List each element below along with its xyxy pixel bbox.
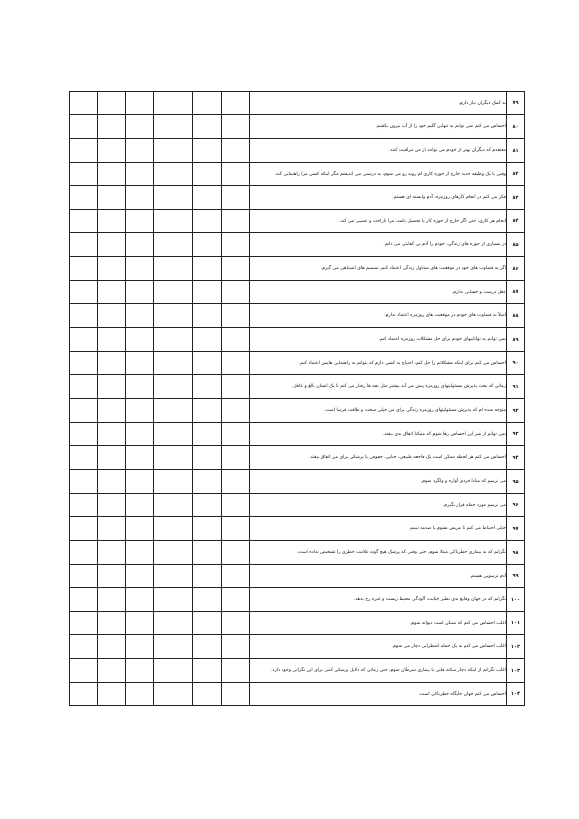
answer-cell[interactable]	[70, 115, 98, 139]
question-text: اگر به قضاوت های خود در موقعیت های متداول زندگی اعتماد کنم، تصمیم های اشتباهی می گیرم.	[250, 257, 507, 281]
answer-cell[interactable]	[222, 139, 250, 163]
question-text: می ترسم که مبادا فردی آواره و ولگرد شوم.	[250, 470, 507, 494]
answer-cell[interactable]	[154, 659, 193, 683]
answer-cell[interactable]	[98, 233, 126, 257]
answer-cell[interactable]	[222, 470, 250, 494]
answer-cell[interactable]	[193, 470, 222, 494]
question-text: احساس می کنم جهان جایگاه خطرناکی است.	[250, 683, 507, 706]
answer-cell[interactable]	[154, 163, 193, 186]
answer-cell[interactable]	[222, 399, 250, 423]
questionnaire-body	[70, 92, 525, 706]
answer-cell[interactable]	[98, 210, 126, 233]
question-number: ۷۹	[507, 92, 525, 115]
answer-cell[interactable]	[222, 683, 250, 706]
answer-cell[interactable]	[154, 186, 193, 210]
answer-cell[interactable]	[70, 92, 98, 115]
answer-cell[interactable]	[126, 635, 154, 659]
answer-cell[interactable]	[154, 139, 193, 163]
question-number: ۹۴	[507, 446, 525, 470]
answer-cell[interactable]	[126, 446, 154, 470]
answer-cell[interactable]	[126, 281, 154, 304]
answer-cell[interactable]	[222, 186, 250, 210]
answer-cell[interactable]	[70, 375, 98, 399]
answer-cell[interactable]	[70, 233, 98, 257]
answer-cell[interactable]	[193, 588, 222, 612]
answer-cell[interactable]	[126, 186, 154, 210]
answer-cell[interactable]	[193, 565, 222, 588]
answer-cell[interactable]	[222, 163, 250, 186]
answer-cell[interactable]	[154, 352, 193, 375]
answer-cell[interactable]	[154, 635, 193, 659]
answer-cell[interactable]	[70, 541, 98, 565]
answer-cell[interactable]	[222, 588, 250, 612]
question-text: اصلاً به قضاوت های خودم در موقعیت های روزمره اعتماد ندارم.	[250, 304, 507, 328]
question-text: در بسیاری از حوزه های زندگی، خودم را آدم بی کفایتی می دانم.	[250, 233, 507, 257]
answer-cell[interactable]	[126, 210, 154, 233]
answer-cell[interactable]	[98, 304, 126, 328]
answer-cell[interactable]	[70, 446, 98, 470]
answer-cell[interactable]	[126, 233, 154, 257]
question-number: ۹۲	[507, 399, 525, 423]
answer-cell[interactable]	[98, 281, 126, 304]
question-row	[70, 612, 525, 635]
answer-cell[interactable]	[154, 470, 193, 494]
answer-cell[interactable]	[98, 635, 126, 659]
answer-cell[interactable]	[222, 115, 250, 139]
answer-cell[interactable]	[154, 92, 193, 115]
answer-cell[interactable]	[126, 683, 154, 706]
answer-cell[interactable]	[154, 494, 193, 517]
answer-cell[interactable]	[70, 210, 98, 233]
answer-cell[interactable]	[70, 565, 98, 588]
question-row	[70, 186, 525, 210]
question-row	[70, 92, 525, 115]
answer-cell[interactable]	[70, 635, 98, 659]
answer-cell[interactable]	[98, 588, 126, 612]
question-text: معتقدم که دیگران بهتر از خودم می توانند از من مراقبت کنند.	[250, 139, 507, 163]
answer-cell[interactable]	[70, 304, 98, 328]
answer-cell[interactable]	[126, 375, 154, 399]
question-row	[70, 375, 525, 399]
answer-cell[interactable]	[222, 517, 250, 541]
question-row	[70, 210, 525, 233]
question-text: انجام هر کاری، حتی اگر خارج از حوزه کار یا تحصیل باشد، مرا ناراحت و عصبی می کند.	[250, 210, 507, 233]
answer-cell[interactable]	[98, 565, 126, 588]
question-row	[70, 257, 525, 281]
answer-cell[interactable]	[70, 659, 98, 683]
answer-cell[interactable]	[193, 281, 222, 304]
answer-cell[interactable]	[193, 423, 222, 446]
question-row	[70, 233, 525, 257]
question-number: ۸۹	[507, 328, 525, 352]
question-text: احساس می کنم هر لحظه ممکن است یک فاجعه طبیعی، جنایی، حقوقی یا پزشکی برای من اتفاق بیفتد.	[250, 446, 507, 470]
answer-cell[interactable]	[126, 328, 154, 352]
answer-cell[interactable]	[154, 517, 193, 541]
question-row	[70, 446, 525, 470]
answer-cell[interactable]	[193, 446, 222, 470]
answer-cell[interactable]	[193, 115, 222, 139]
answer-cell[interactable]	[154, 683, 193, 706]
answer-cell[interactable]	[222, 92, 250, 115]
answer-cell[interactable]	[126, 92, 154, 115]
question-text: خیلی احتیاط می کنم تا مریض نشوم یا صدمه نبینم.	[250, 517, 507, 541]
answer-cell[interactable]	[70, 281, 98, 304]
question-text: وقتی با یک وظیفه جدید خارج از حوزه کاری ام روبه رو می شوم، به درستی می اندیشم مگر اینکه کسی مرا راهنمایی کند.	[250, 163, 507, 186]
answer-cell[interactable]	[126, 565, 154, 588]
answer-cell[interactable]	[98, 517, 126, 541]
answer-cell[interactable]	[154, 612, 193, 635]
question-text: اغلب احساس می کنم به یک حمله اضطرابی دچار می شوم.	[250, 635, 507, 659]
answer-cell[interactable]	[70, 612, 98, 635]
answer-cell[interactable]	[222, 423, 250, 446]
question-number: ۹۶	[507, 494, 525, 517]
answer-cell[interactable]	[98, 375, 126, 399]
answer-cell[interactable]	[126, 494, 154, 517]
answer-cell[interactable]	[222, 612, 250, 635]
answer-cell[interactable]	[70, 139, 98, 163]
answer-cell[interactable]	[154, 210, 193, 233]
answer-cell[interactable]	[70, 352, 98, 375]
questionnaire-table	[69, 91, 525, 706]
question-row	[70, 588, 525, 612]
answer-cell[interactable]	[222, 210, 250, 233]
answer-cell[interactable]	[154, 541, 193, 565]
answer-cell[interactable]	[222, 494, 250, 517]
question-row	[70, 635, 525, 659]
answer-cell[interactable]	[70, 328, 98, 352]
question-number: ۹۱	[507, 375, 525, 399]
question-number: ۸۴	[507, 210, 525, 233]
answer-cell[interactable]	[98, 494, 126, 517]
answer-cell[interactable]	[126, 588, 154, 612]
answer-cell[interactable]	[222, 541, 250, 565]
answer-cell[interactable]	[98, 92, 126, 115]
answer-cell[interactable]	[222, 352, 250, 375]
answer-cell[interactable]	[126, 659, 154, 683]
answer-cell[interactable]	[154, 446, 193, 470]
question-number: ۱۰۴	[507, 683, 525, 706]
answer-cell[interactable]	[98, 683, 126, 706]
question-row	[70, 565, 525, 588]
question-row	[70, 352, 525, 375]
answer-cell[interactable]	[154, 304, 193, 328]
answer-cell[interactable]	[126, 139, 154, 163]
answer-cell[interactable]	[98, 139, 126, 163]
question-row	[70, 659, 525, 683]
answer-cell[interactable]	[154, 281, 193, 304]
answer-cell[interactable]	[70, 683, 98, 706]
answer-cell[interactable]	[126, 541, 154, 565]
answer-cell[interactable]	[193, 210, 222, 233]
answer-cell[interactable]	[70, 186, 98, 210]
answer-cell[interactable]	[193, 612, 222, 635]
answer-cell[interactable]	[193, 233, 222, 257]
question-text: زمانی که بحث پذیرش مسئولیتهای روزمره پیش می آید بیشتر مثل بچه ها رفتار می کنم تا یک انسان بالغ و عاقل.	[250, 375, 507, 399]
question-number: ۸۵	[507, 233, 525, 257]
answer-cell[interactable]	[154, 328, 193, 352]
question-number: ۹۷	[507, 517, 525, 541]
answer-cell[interactable]	[222, 446, 250, 470]
answer-cell[interactable]	[154, 588, 193, 612]
question-number: ۹۸	[507, 541, 525, 565]
answer-cell[interactable]	[193, 92, 222, 115]
answer-cell[interactable]	[70, 470, 98, 494]
question-text: نمی توانم به تواناییهای خودم برای حل مشکلات روزمره اعتماد کنم.	[250, 328, 507, 352]
question-number: ۹۳	[507, 423, 525, 446]
answer-cell[interactable]	[126, 399, 154, 423]
answer-cell[interactable]	[222, 257, 250, 281]
answer-cell[interactable]	[98, 186, 126, 210]
question-number: ۱۰۰	[507, 588, 525, 612]
question-text: نمی توانم از شر این احساس رها شوم که ممکنا اتفاق بدی بیفتد.	[250, 423, 507, 446]
answer-cell[interactable]	[222, 659, 250, 683]
answer-cell[interactable]	[126, 257, 154, 281]
answer-cell[interactable]	[98, 470, 126, 494]
question-text: اغلب احساس می کنم که ممکن است دیوانه شوم.	[250, 612, 507, 635]
answer-cell[interactable]	[222, 328, 250, 352]
question-number: ۸۶	[507, 257, 525, 281]
question-number: ۱۰۱	[507, 612, 525, 635]
answer-cell[interactable]	[70, 423, 98, 446]
question-number: ۹۰	[507, 352, 525, 375]
answer-cell[interactable]	[126, 352, 154, 375]
answer-cell[interactable]	[193, 494, 222, 517]
question-text: می ترسم مورد حمله قرار بگیرم.	[250, 494, 507, 517]
answer-cell[interactable]	[193, 163, 222, 186]
answer-cell[interactable]	[70, 399, 98, 423]
answer-cell[interactable]	[126, 517, 154, 541]
answer-cell[interactable]	[154, 565, 193, 588]
answer-cell[interactable]	[126, 115, 154, 139]
answer-cell[interactable]	[126, 163, 154, 186]
answer-cell[interactable]	[126, 423, 154, 446]
answer-cell[interactable]	[70, 257, 98, 281]
question-row	[70, 517, 525, 541]
question-row	[70, 683, 525, 706]
answer-cell[interactable]	[70, 494, 98, 517]
question-row	[70, 115, 525, 139]
question-row	[70, 281, 525, 304]
question-text: فکر می کنم در انجام کارهای روزمره، آدم وابسته ای هستم.	[250, 186, 507, 210]
question-number: ۱۰۳	[507, 659, 525, 683]
answer-cell[interactable]	[222, 304, 250, 328]
answer-cell[interactable]	[98, 659, 126, 683]
answer-cell[interactable]	[222, 375, 250, 399]
answer-cell[interactable]	[70, 517, 98, 541]
question-number: ۸۱	[507, 139, 525, 163]
question-number: ۸۲	[507, 163, 525, 186]
answer-cell[interactable]	[98, 257, 126, 281]
answer-cell[interactable]	[98, 612, 126, 635]
answer-cell[interactable]	[193, 304, 222, 328]
question-row	[70, 304, 525, 328]
question-number: ۹۵	[507, 470, 525, 494]
question-number: ۸۳	[507, 186, 525, 210]
question-row	[70, 541, 525, 565]
answer-cell[interactable]	[193, 635, 222, 659]
question-text: احساس می کنم برای اینکه مشکلاتم را حل کنم، احتیاج به کسی دارم که بتوانم به راهنمایی هایش اعتماد کنم.	[250, 352, 507, 375]
answer-cell[interactable]	[222, 233, 250, 257]
answer-cell[interactable]	[98, 352, 126, 375]
answer-cell[interactable]	[154, 257, 193, 281]
answer-cell[interactable]	[154, 375, 193, 399]
answer-cell[interactable]	[98, 446, 126, 470]
answer-cell[interactable]	[193, 375, 222, 399]
answer-cell[interactable]	[193, 328, 222, 352]
answer-cell[interactable]	[98, 115, 126, 139]
answer-cell[interactable]	[193, 139, 222, 163]
answer-cell[interactable]	[126, 470, 154, 494]
answer-cell[interactable]	[193, 352, 222, 375]
question-text: متوجه شده ام که پذیرش مسئولیتهای روزمره زندگی برای من خیلی سخت و طاقت فرسا است.	[250, 399, 507, 423]
question-number: ۸۰	[507, 115, 525, 139]
question-row	[70, 163, 525, 186]
question-row	[70, 423, 525, 446]
question-text: به کمک دیگران نیاز دارم.	[250, 92, 507, 115]
question-text: عقل درست و حسابی ندارم.	[250, 281, 507, 304]
question-text: نگرانم که به بیماری خطرناکی مبتلا شوم، حتی وقتی که پزشک هیچ گونه علامت خطری را تشخیص نداده است.	[250, 541, 507, 565]
question-row	[70, 470, 525, 494]
question-row	[70, 494, 525, 517]
answer-cell[interactable]	[222, 565, 250, 588]
question-row	[70, 328, 525, 352]
answer-cell[interactable]	[154, 423, 193, 446]
question-row	[70, 399, 525, 423]
answer-cell[interactable]	[98, 399, 126, 423]
answer-cell[interactable]	[154, 115, 193, 139]
answer-cell[interactable]	[154, 233, 193, 257]
answer-cell[interactable]	[70, 163, 98, 186]
answer-cell[interactable]	[193, 399, 222, 423]
answer-cell[interactable]	[98, 423, 126, 446]
question-number: ۸۷	[507, 281, 525, 304]
answer-cell[interactable]	[193, 683, 222, 706]
answer-cell[interactable]	[193, 257, 222, 281]
answer-cell[interactable]	[193, 541, 222, 565]
answer-cell[interactable]	[222, 635, 250, 659]
question-number: ۸۸	[507, 304, 525, 328]
answer-cell[interactable]	[98, 163, 126, 186]
answer-cell[interactable]	[222, 281, 250, 304]
answer-cell[interactable]	[154, 399, 193, 423]
answer-cell[interactable]	[193, 517, 222, 541]
answer-cell[interactable]	[193, 659, 222, 683]
question-text: اغلب نگرانم از اینکه دچار سکته قلبی یا بیماری سرطان شوم، حتی زمانی که دلایل پزشکی کمی برای این نگرانی وجود دارد.	[250, 659, 507, 683]
question-number: ۱۰۲	[507, 635, 525, 659]
answer-cell[interactable]	[193, 186, 222, 210]
answer-cell[interactable]	[98, 541, 126, 565]
answer-cell[interactable]	[126, 612, 154, 635]
answer-cell[interactable]	[126, 304, 154, 328]
question-row	[70, 139, 525, 163]
question-text: آدم ترسویی هستم.	[250, 565, 507, 588]
question-text: احساس می کنم نمی توانم به تنهایی گلیم خود را از آب بیرون بکشم.	[250, 115, 507, 139]
answer-cell[interactable]	[70, 588, 98, 612]
question-text: نگرانم که در جهان وقایع بدی نظیر جنایت، آلودگی محیط زیست و غیره رخ بدهد.	[250, 588, 507, 612]
answer-cell[interactable]	[98, 328, 126, 352]
question-number: ۹۹	[507, 565, 525, 588]
